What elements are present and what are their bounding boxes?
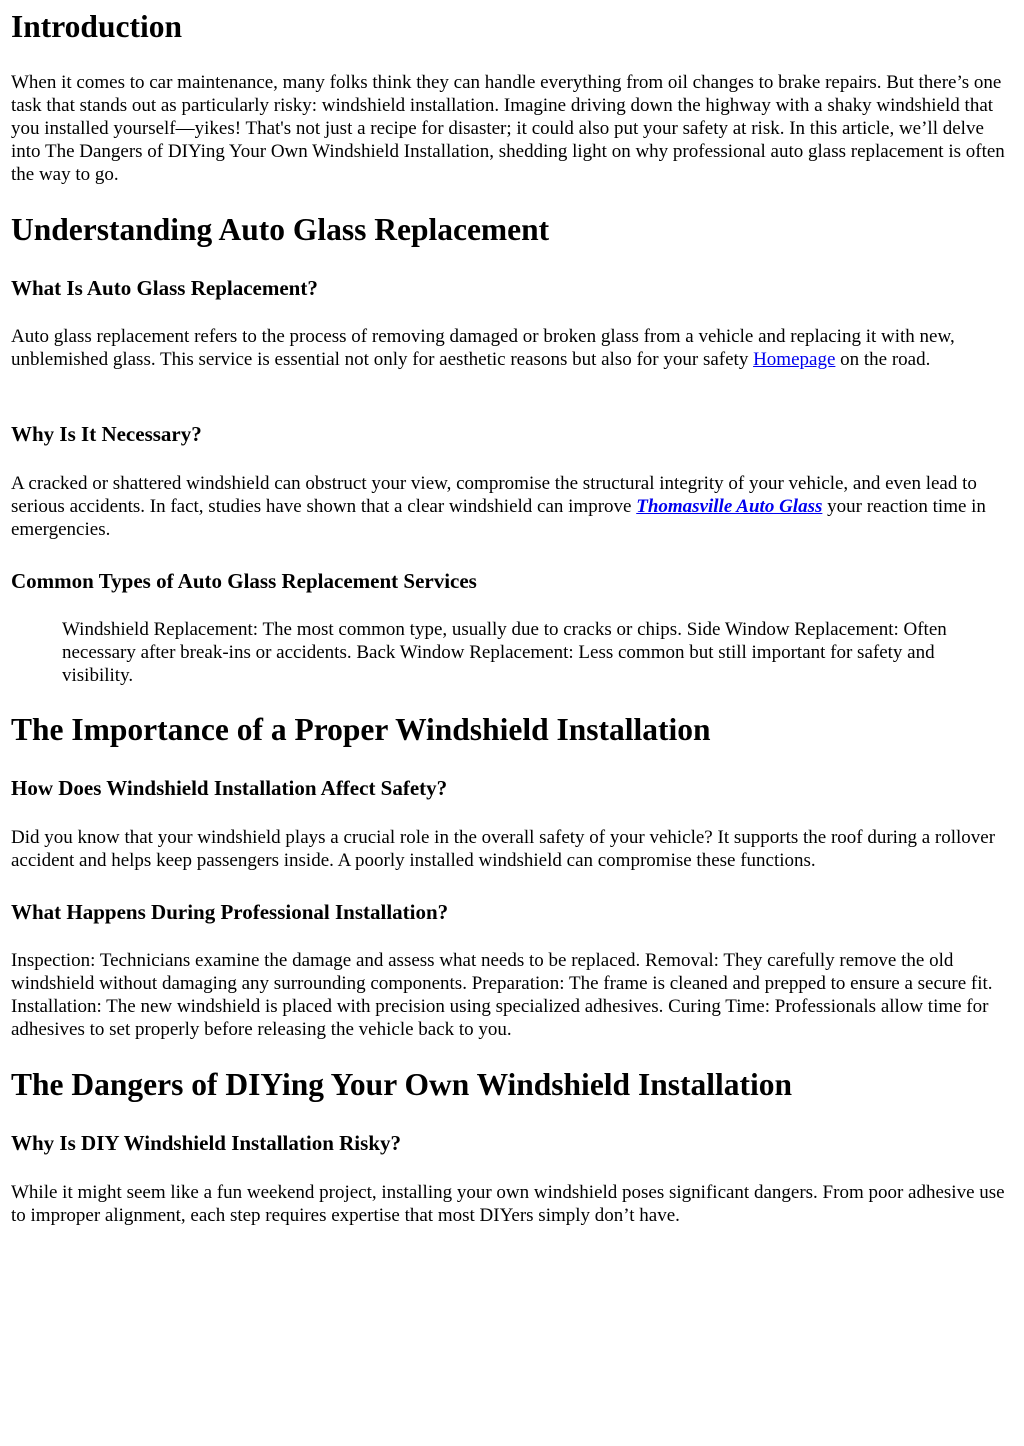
why-necessary-text-before: A cracked or shattered windshield can obstruct your view, compromise the structural integrity of your vehicle, and even lead to serious accidents. In fact, studies have shown that a clear windshield can improve: [11, 473, 977, 517]
homepage-link[interactable]: Homepage: [753, 349, 836, 370]
safety-heading: How Does Windshield Installation Affect Safety?: [11, 776, 448, 800]
what-is-paragraph: [11, 325, 1014, 371]
why-necessary-paragraph: [11, 472, 1014, 541]
what-is-heading: What Is Auto Glass Replacement?: [11, 276, 318, 300]
intro-paragraph: When it comes to car maintenance, many folks think they can handle everything from oil changes to brake repairs. But there’s one task that stands out as particularly risky: windshield installation. Imagine driving down the highway with a shaky windshield that you installed yourself—yikes! That's not just a recipe for disaster; it could also put your safety at risk. In this article, we’ll delve into The Dangers of DIYing Your Own Windshield Installation, shedding light on why professional auto glass replacement is often the way to go.: [11, 72, 1005, 185]
professional-paragraph: Inspection: Technicians examine the damage and assess what needs to be replaced. Removal: They carefully remove the old windshield without damaging any surrounding components. Preparation: The frame is cleaned and prepped to ensure a secure fit. Installation: The new windshield is placed with precision using specialized adhesives. Curing Time: Professionals allow time for adhesives to set properly before releasing the vehicle back to you.: [11, 950, 993, 1040]
dangers-heading: The Dangers of DIYing Your Own Windshield Installation: [11, 1067, 792, 1102]
professional-heading: What Happens During Professional Installation?: [11, 900, 449, 924]
understanding-heading: Understanding Auto Glass Replacement: [11, 212, 550, 247]
intro-heading: Introduction: [11, 9, 182, 44]
common-types-list: Windshield Replacement: The most common type, usually due to cracks or chips. Side Window Replacement: Often necessary after break-ins or accidents. Back Window Replacement: Less common but still important for safety and visibility.: [62, 619, 947, 686]
why-necessary-text-after: your reaction time in emergencies.: [11, 496, 986, 540]
safety-paragraph: Did you know that your windshield plays a crucial role in the overall safety of your vehicle? It supports the roof during a rollover accident and helps keep passengers inside. A poorly installed windshield can compromise these functions.: [11, 827, 996, 871]
thomasville-auto-glass-link[interactable]: Thomasville Auto Glass: [636, 496, 823, 517]
what-is-text-before: Auto glass replacement refers to the process of removing damaged or broken glass from a vehicle and replacing it with new, unblemished glass. This service is essential not only for aesthetic reasons but also for your safety: [11, 326, 955, 370]
risky-paragraph: While it might seem like a fun weekend project, installing your own windshield poses significant dangers. From poor adhesive use to improper alignment, each step requires expertise that most DIYers simply don’t have.: [11, 1182, 1005, 1226]
risky-heading: Why Is DIY Windshield Installation Risky?: [11, 1131, 401, 1155]
why-necessary-heading: Why Is It Necessary?: [11, 422, 202, 446]
what-is-text-after: on the road.: [835, 349, 931, 370]
importance-heading: The Importance of a Proper Windshield Installation: [11, 712, 711, 747]
common-types-heading: Common Types of Auto Glass Replacement Services: [11, 569, 477, 593]
